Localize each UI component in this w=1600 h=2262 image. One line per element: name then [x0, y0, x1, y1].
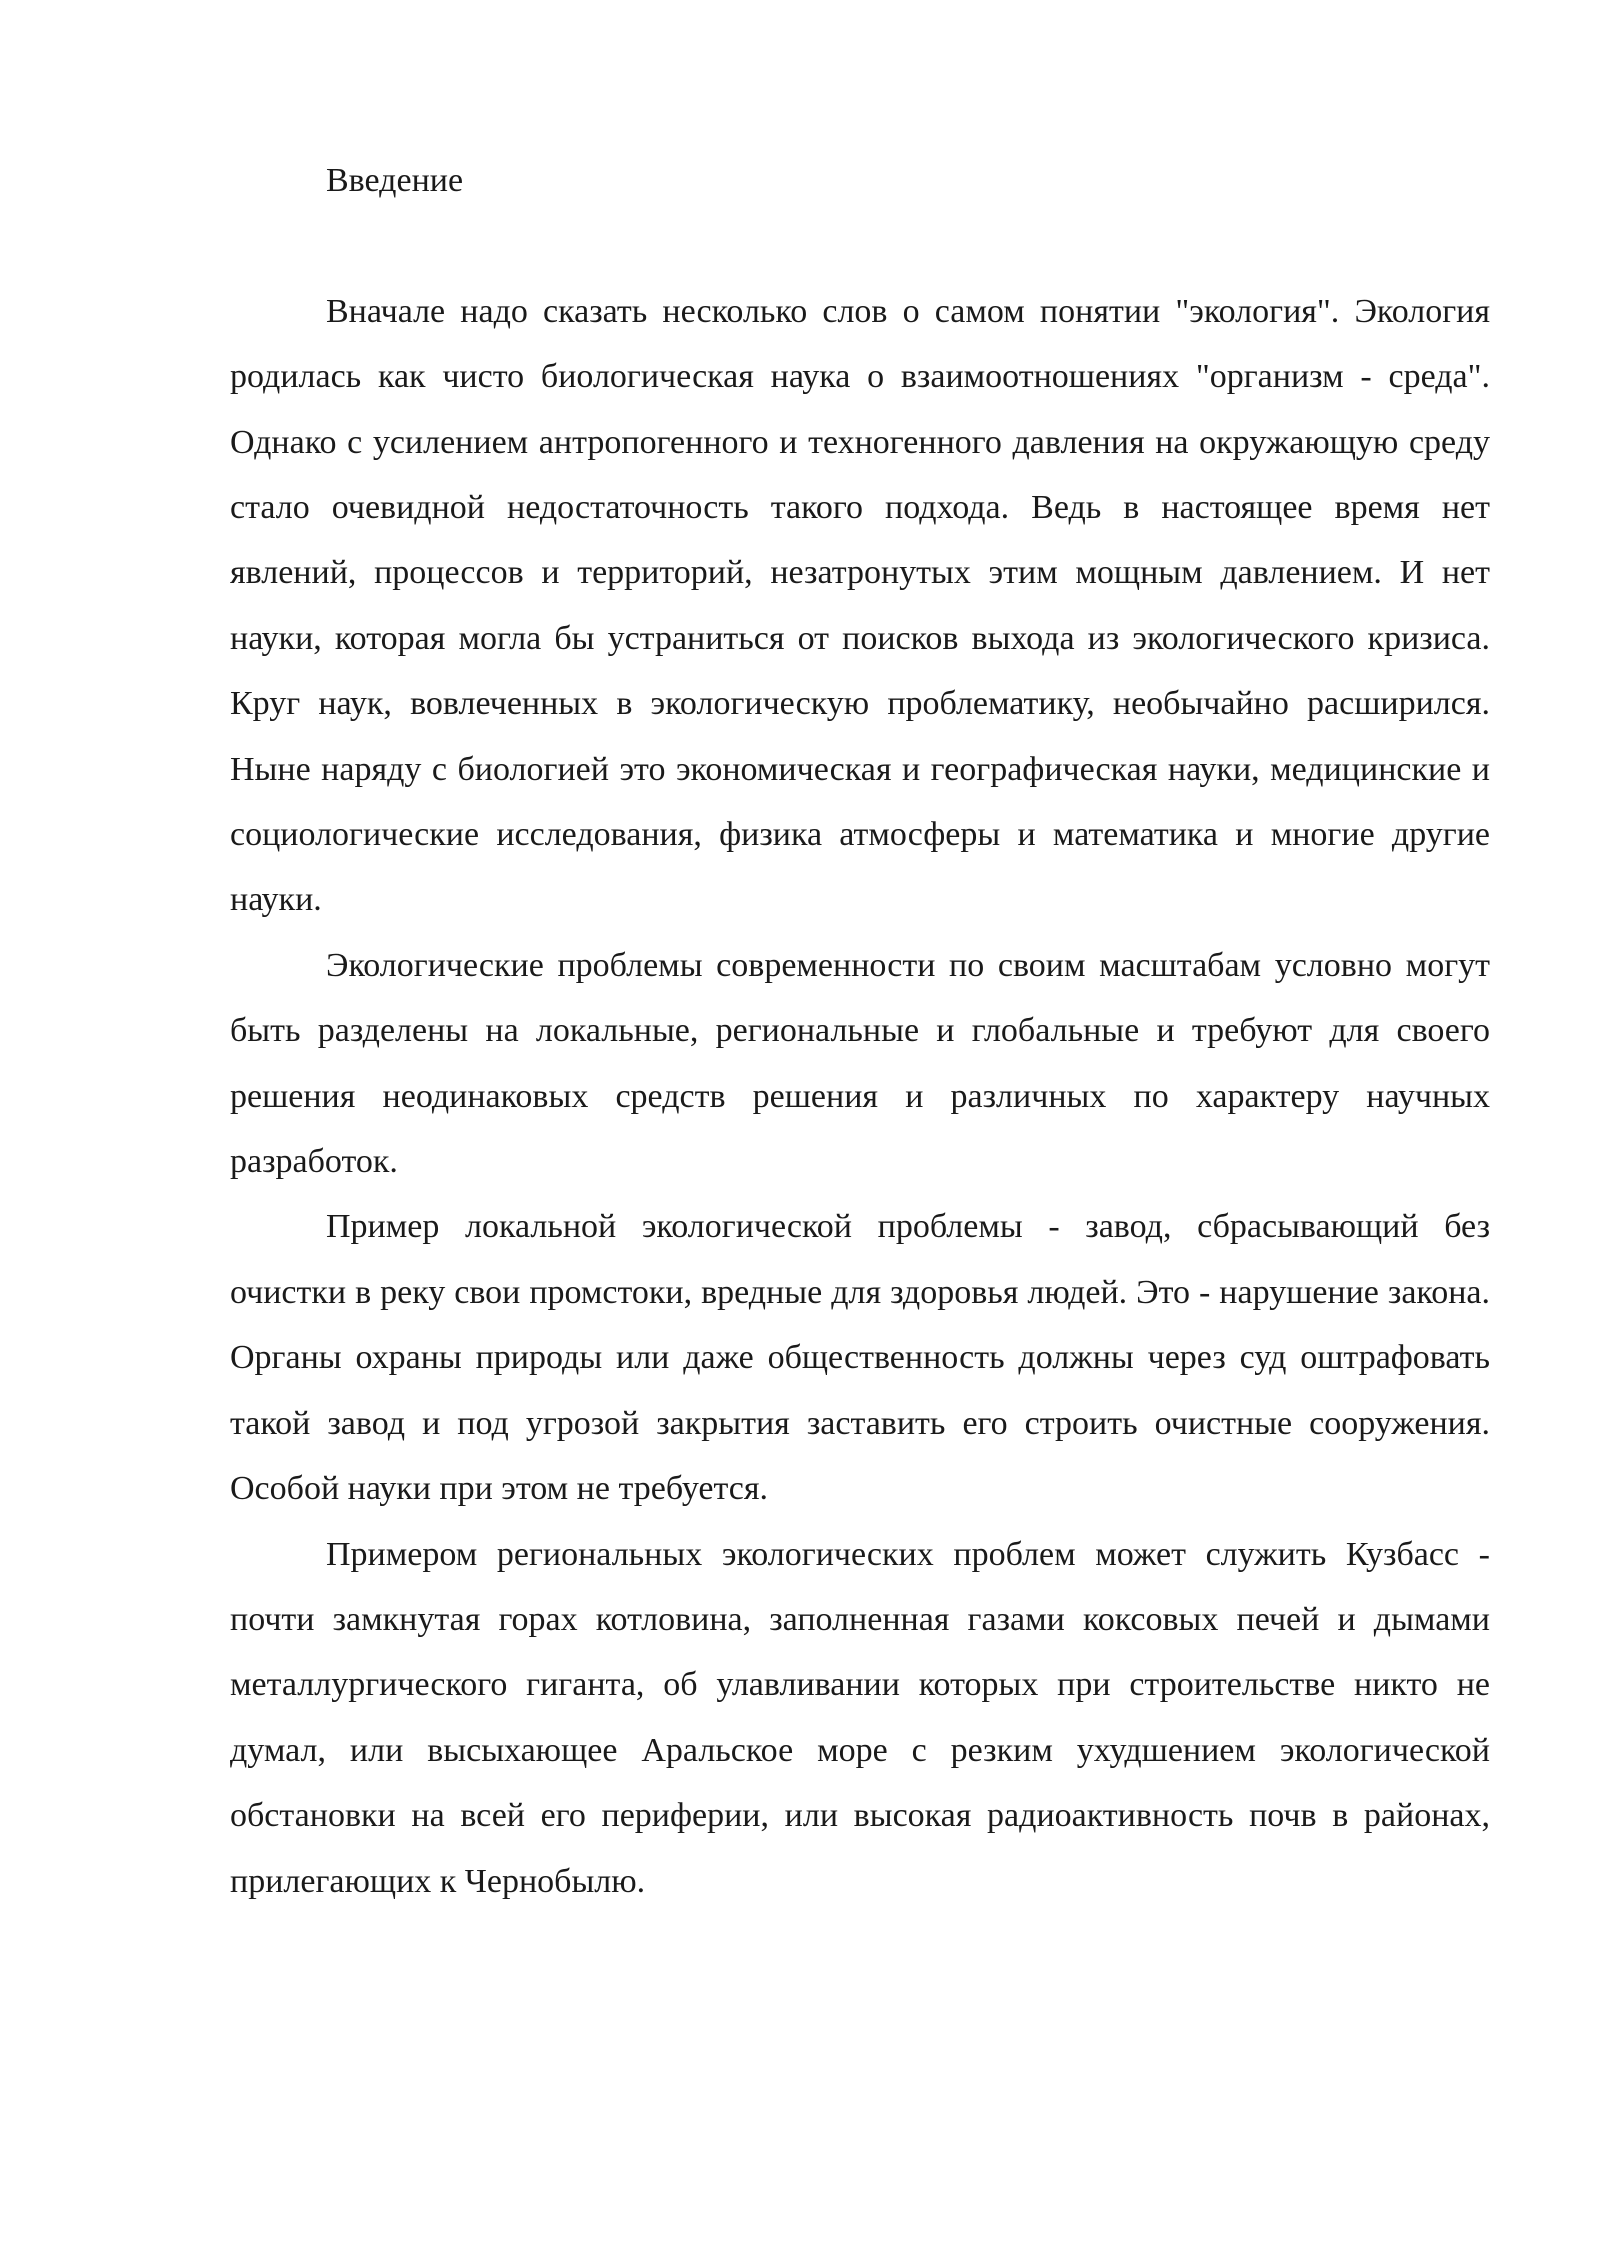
- paragraph-regional-problems: Примером региональных экологических проблем может служить Кузбасс - почти замкнутая горах котловина, заполненная газами коксовых печей и дымами металлургического гиганта, об улавливании которых при строительстве никто не думал, или высыхающее Аральское море с резким ухудшением экологической обстановки на всей его периферии, или высокая радиоактивность почв в районах, прилегающих к Чернобылю.: [230, 1535, 1490, 1900]
- paragraph-problem-scales: Экологические проблемы современности по своим масштабам условно могут быть разделены на локальные, региональные и глобальные и требуют для своего решения неодинаковых средств решения и различных по характеру научных разработок.: [230, 946, 1490, 1181]
- blank-line: [230, 213, 1490, 278]
- section-heading: Введение: [326, 162, 464, 199]
- paragraph-ecology-concept: Вначале надо сказать несколько слов о самом понятии "экология". Экология родилась как чисто биологическая наука о взаимоотношениях "организм - среда". Однако с усилением антропогенного и техногенного давления на окружающую среду стало очевидной недостаточность такого подхода. Ведь в настоящее время нет явлений, процессов и территорий, незатронутых этим мощным давлением. И нет науки, которая могла бы устраниться от поисков выхода из экологического кризиса. Круг наук, вовлеченных в экологическую проблематику, необычайно расширился. Ныне наряду с биологией это экономическая и географическая науки, медицинские и социологические исследования, физика атмосферы и математика и многие другие науки.: [230, 292, 1490, 919]
- paragraph-local-problem: Пример локальной экологической проблемы - завод, сбрасывающий без очистки в реку свои промстоки, вредные для здоровья людей. Это - нарушение закона. Органы охраны природы или даже общественность должны через суд оштрафовать такой завод и под угрозой закрытия заставить его строить очистные сооружения. Особой науки при этом не требуется.: [230, 1208, 1490, 1508]
- document-body: [230, 148, 1490, 1914]
